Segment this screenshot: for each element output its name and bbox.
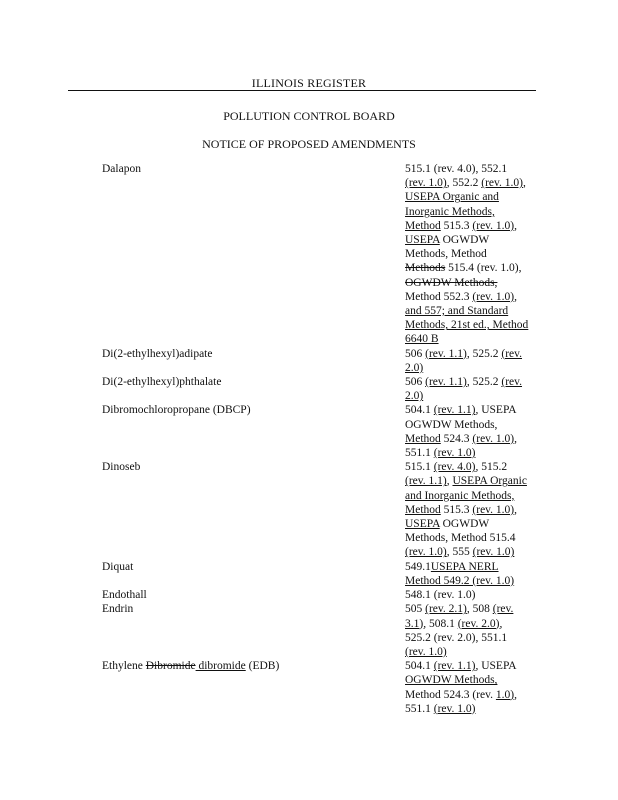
text-run: , — [522, 177, 526, 190]
contaminant-name — [102, 347, 405, 375]
method-reference-line — [405, 389, 542, 403]
table-row — [102, 347, 542, 375]
method-reference — [405, 560, 542, 588]
text-run: (rev. 1.1) — [425, 376, 467, 389]
text-run: 515.1 — [405, 461, 434, 474]
method-reference — [405, 602, 542, 659]
text-run: Di(2-ethylhexyl)phthalate — [102, 376, 222, 389]
text-run: Inorganic Methods, — [405, 205, 495, 218]
text-run: Methods, Method — [405, 248, 487, 261]
text-run: 515.3 — [440, 219, 473, 232]
text-run: 506 — [405, 376, 426, 389]
text-run: (rev. — [501, 347, 523, 360]
method-reference-line — [405, 489, 542, 503]
method-reference-line — [405, 688, 542, 702]
text-run: Method 549.2 (rev. 1.0) — [405, 574, 515, 587]
text-run: Dinoseb — [102, 461, 141, 474]
text-run: OGWDW — [439, 518, 490, 531]
method-reference-line — [405, 332, 542, 346]
table-row — [102, 602, 542, 659]
method-reference-line — [405, 162, 542, 176]
text-run: , — [514, 688, 518, 701]
text-run: Dibromide — [145, 660, 196, 673]
text-run: (rev. 1.1) — [433, 660, 476, 673]
method-reference-line — [405, 517, 542, 531]
text-run: (rev. 1.0) — [472, 546, 515, 559]
text-run: Ethylene — [102, 660, 146, 673]
contaminant-name-line — [102, 602, 405, 616]
text-run: , 508 — [466, 603, 493, 616]
method-reference-line — [405, 574, 542, 588]
text-run: USEPA Organic and — [405, 191, 499, 204]
text-run: , — [514, 290, 518, 303]
text-run: 549.1 — [405, 560, 431, 573]
agency-heading: POLLUTION CONTROL BOARD — [223, 109, 395, 123]
method-reference — [405, 375, 542, 403]
table-row — [102, 659, 542, 716]
text-run: Di(2-ethylhexyl)adipate — [102, 347, 213, 360]
contaminant-name-line — [102, 659, 405, 673]
method-reference-line — [405, 375, 542, 389]
method-reference-line — [405, 418, 542, 432]
text-run: , — [514, 432, 518, 445]
method-reference-line — [405, 560, 542, 574]
text-run: 506 — [405, 347, 426, 360]
method-reference-line — [405, 545, 542, 559]
contaminant-name-line — [102, 347, 405, 361]
text-run: Method — [405, 432, 441, 445]
text-run: (rev. 1.0) — [433, 702, 476, 715]
method-reference-line — [405, 190, 542, 204]
method-reference-line — [405, 361, 542, 375]
text-run: 515.4 (rev. 1.0), — [445, 262, 522, 275]
contaminant-name-line — [102, 375, 405, 389]
text-run: , USEPA — [475, 660, 517, 673]
method-reference — [405, 403, 542, 460]
notice-heading: NOTICE OF PROPOSED AMENDMENTS — [202, 137, 416, 151]
text-run: , 552.2 — [446, 177, 482, 190]
text-run: Method — [405, 219, 441, 232]
method-reference-line — [405, 276, 542, 290]
text-run: 515.3 — [440, 503, 473, 516]
text-run: USEPA NERL — [430, 560, 499, 573]
table-row — [102, 588, 542, 602]
text-run: (rev. 1.0) — [405, 645, 447, 658]
method-reference — [405, 347, 542, 375]
method-reference-line — [405, 219, 542, 233]
text-run: , — [514, 219, 518, 232]
text-run: , 525.2 — [466, 376, 502, 389]
method-reference-line — [405, 403, 542, 417]
text-run: Endrin — [102, 603, 134, 616]
text-run: 505 — [405, 603, 426, 616]
text-run: Methods, 21st ed., Method — [405, 319, 529, 332]
text-run: 551.1 — [405, 447, 434, 460]
text-run: 525.2 (rev. 2.0), 551.1 — [405, 631, 508, 644]
text-run: (rev. — [492, 603, 514, 616]
contaminant-name — [102, 588, 405, 602]
text-run: Method 524.3 (rev. — [405, 688, 496, 701]
register-title: ILLINOIS REGISTER — [251, 76, 367, 90]
method-reference-line — [405, 702, 542, 716]
text-run: (rev. 1.0) — [472, 219, 515, 232]
text-run: 6640 B — [405, 333, 439, 346]
text-run: (EDB) — [245, 660, 280, 673]
contaminant-name — [102, 403, 405, 460]
method-reference — [405, 659, 542, 716]
text-run: Endothall — [102, 589, 147, 602]
text-run: 504.1 — [405, 660, 434, 673]
method-reference-line — [405, 290, 542, 304]
text-run: (rev. 1.0) — [472, 432, 515, 445]
contaminant-name-line — [102, 460, 405, 474]
text-run: , 525.2 — [466, 347, 502, 360]
text-run: (rev. 4.0) — [433, 461, 476, 474]
text-run: (rev. 1.0) — [433, 447, 476, 460]
text-run: 3.1) — [405, 617, 424, 630]
method-reference-line — [405, 673, 542, 687]
method-reference-line — [405, 446, 542, 460]
text-run: 2.0) — [405, 390, 424, 403]
text-run: , USEPA — [475, 404, 517, 417]
text-run: (rev. 1.0) — [472, 290, 515, 303]
contaminant-name — [102, 602, 405, 659]
text-run: 515.1 (rev. 4.0), 552.1 — [405, 163, 508, 175]
text-run: Dalapon — [102, 163, 141, 175]
table-row — [102, 162, 542, 347]
method-reference-line — [405, 205, 542, 219]
method-reference — [405, 588, 542, 602]
text-run: (rev. 1.1) — [425, 347, 467, 360]
contaminant-name-line — [102, 560, 405, 574]
contaminant-name — [102, 375, 405, 403]
contaminant-name-line — [102, 162, 405, 176]
method-reference-line — [405, 531, 542, 545]
text-run: (rev. 1.0) — [472, 503, 515, 516]
text-run: (rev. 1.0) — [481, 177, 523, 190]
text-run: (rev. 1.0) — [405, 177, 447, 190]
method-reference-line — [405, 176, 542, 190]
text-run: , — [446, 475, 453, 488]
method-reference-line — [405, 460, 542, 474]
method-reference-line — [405, 617, 542, 631]
text-run: (rev. 1.1) — [405, 475, 447, 488]
text-run: 504.1 — [405, 404, 434, 417]
text-run: Methods, Method 515.4 — [405, 532, 516, 545]
text-run: (rev. 2.0) — [457, 617, 500, 630]
text-run: USEPA — [405, 234, 440, 247]
text-run: (rev. 2.1) — [425, 603, 467, 616]
method-reference-line — [405, 347, 542, 361]
method-reference-line — [405, 503, 542, 517]
method-reference — [405, 460, 542, 559]
contaminant-name-line — [102, 403, 405, 417]
method-reference-line — [405, 233, 542, 247]
text-run: Methods — [405, 262, 446, 275]
text-run: USEPA Organic — [452, 475, 527, 488]
text-run: and 557; and Standard — [405, 305, 509, 318]
contaminant-name — [102, 460, 405, 559]
method-reference-line — [405, 659, 542, 673]
text-run: 548.1 (rev. 1.0) — [405, 589, 476, 602]
text-run: Diquat — [102, 560, 134, 573]
method-reference-line — [405, 261, 542, 275]
header-rule — [68, 90, 536, 91]
text-run: dibromide — [195, 660, 246, 673]
table-row — [102, 403, 542, 460]
method-reference-line — [405, 588, 542, 602]
method-reference-line — [405, 631, 542, 645]
text-run: 1.0) — [495, 688, 515, 701]
text-run: , 555 — [446, 546, 473, 559]
method-reference-line — [405, 247, 542, 261]
text-run: USEPA — [405, 518, 440, 531]
contaminant-name-line — [102, 588, 405, 602]
text-run: (rev. 1.1) — [433, 404, 476, 417]
method-reference-line — [405, 304, 542, 318]
text-run: 524.3 — [440, 432, 473, 445]
method-reference-line — [405, 318, 542, 332]
text-run: , 508.1 — [423, 617, 458, 630]
text-run: (rev. 1.0) — [405, 546, 447, 559]
text-run: (rev. — [501, 376, 523, 389]
text-run: 551.1 — [405, 702, 434, 715]
text-run: , 515.2 — [475, 461, 508, 474]
text-run: Method — [405, 503, 441, 516]
method-reference — [405, 162, 542, 347]
text-run: , — [514, 503, 518, 516]
text-run: Method 552.3 — [405, 290, 473, 303]
text-run: , — [499, 617, 503, 630]
text-run: OGWDW — [439, 234, 490, 247]
text-run: Dibromochloropropane (DBCP) — [102, 404, 251, 417]
contaminant-name — [102, 659, 405, 716]
method-reference-line — [405, 474, 542, 488]
text-run: OGWDW Methods, — [405, 674, 498, 687]
contaminant-name — [102, 162, 405, 347]
text-run: OGWDW Methods, — [405, 276, 498, 289]
contaminant-name — [102, 560, 405, 588]
table-row — [102, 375, 542, 403]
table-row — [102, 460, 542, 559]
method-reference-line — [405, 645, 542, 659]
text-run: 2.0) — [405, 361, 424, 374]
text-run: OGWDW Methods, — [405, 418, 498, 431]
contaminant-method-table — [102, 162, 542, 716]
table-row — [102, 560, 542, 588]
text-run: and Inorganic Methods, — [405, 489, 515, 502]
method-reference-line — [405, 432, 542, 446]
method-reference-line — [405, 602, 542, 616]
